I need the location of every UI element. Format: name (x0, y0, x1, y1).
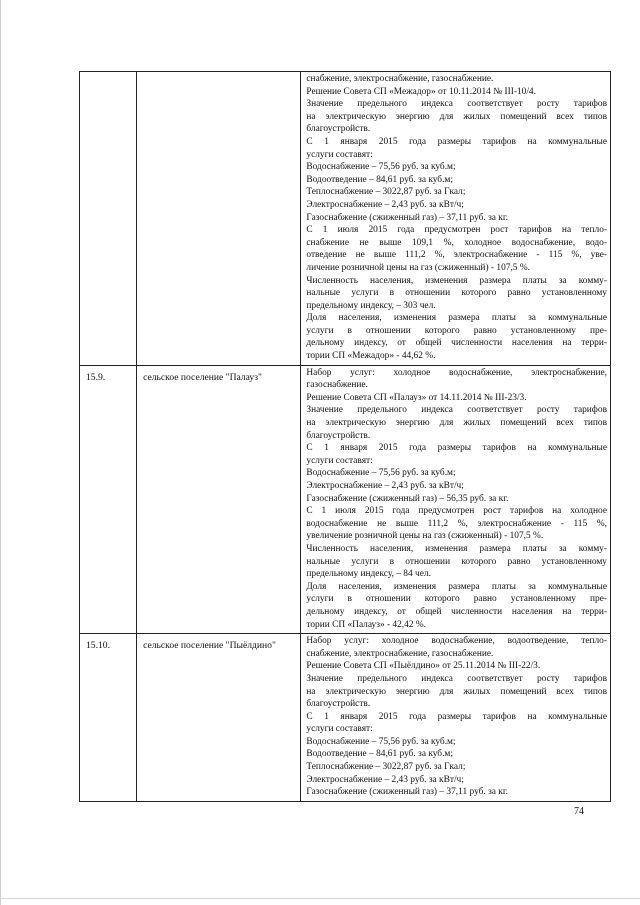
table-row (80, 365, 611, 633)
description-line: снабжение, электроснабжение, газоснабжение. (306, 74, 494, 84)
description-line: услуги составят: (306, 149, 373, 160)
description-line: Газоснабжение (сжиженный газ) – 56,35 руб. за кг. (306, 493, 509, 504)
description-line: водоснабжение не выше 111,2 %, электроснабжение - 115 %, (306, 518, 607, 529)
description-line: Газоснабжение (сжиженный газ) – 37,11 руб. за кг. (306, 212, 508, 223)
description-line: Водоотведение – 84,61 руб. за куб.м; (306, 174, 453, 185)
description-line: на электрическую энергию для жилых помещений всех типов (306, 686, 607, 697)
description-line: Доля населения, изменения размера платы за коммунальные (306, 581, 607, 592)
description-line: Численность населения, изменения размера платы за комму- (306, 275, 607, 286)
description-line: Решение Совета СП «Межадор» от 10.11.2014 № III-10/4. (306, 86, 536, 97)
page-number: 74 (574, 806, 584, 817)
description-line: Значение предельного индекса соответствует росту тарифов (306, 99, 607, 110)
description-line: Теплоснабжение – 3022,87 руб. за Гкал; (306, 762, 466, 773)
settlement-name (137, 72, 301, 366)
description-line: Водоотведение – 84,61 руб. за куб.м; (306, 749, 453, 760)
scan-bottom-edge (0, 898, 640, 899)
description-line: Решение Совета СП «Пыёлдино» от 25.11.2014 № III-22/3. (306, 661, 541, 672)
row-number: 15.10. (80, 634, 137, 802)
description-line: снабжение, электроснабжение, газоснабжение. (306, 648, 494, 659)
tariff-table (79, 71, 611, 802)
table-row (80, 634, 611, 802)
description-line: дельному индексу, от общей численности населения на терри- (306, 338, 607, 349)
description-line: Доля населения, изменения размера платы за коммунальные (306, 313, 607, 324)
description-line: дельному индексу, от общей численности населения на терри- (306, 606, 607, 617)
description-line: Водоснабжение – 75,56 руб. за куб.м; (306, 468, 456, 479)
settlement-name: сельское поселение "Палауз" (137, 365, 301, 633)
description-line: Водоснабжение – 75,56 руб. за куб.м; (306, 736, 456, 747)
description-line: услуги составят: (306, 455, 373, 466)
description-line: снабжение не выше 109,1 %, холодное водоснабжение, водо- (306, 237, 607, 248)
description-line: услуги в отношении которого равно установленному пре- (306, 325, 607, 336)
description-line: Решение Совета СП «Палауз» от 14.11.2014 № III-23/3. (306, 392, 527, 403)
settlement-name: сельское поселение "Пыёлдино" (137, 634, 301, 802)
description-line: на электрическую энергию для жилых помещений всех типов (306, 418, 607, 429)
row-number: 15.9. (80, 365, 137, 633)
description-line: Электроснабжение – 2,43 руб. за кВт/ч; (306, 774, 464, 785)
description-line: Набор услуг: холодное водоснабжение, водоотведение, тепло- (306, 636, 607, 647)
description-line: благоустройств. (306, 699, 371, 710)
description-line: тории СП «Межадор» - 44,62 %. (306, 351, 436, 362)
description-line: Значение предельного индекса соответствует росту тарифов (306, 673, 607, 684)
description-line: тории СП «Палауз» - 42,42 %. (306, 619, 427, 630)
description-line: услуги составят: (306, 724, 373, 735)
description-line: предельному индексу, – 84 чел. (306, 569, 431, 580)
description-line: личение розничной цены на газ (сжиженный) - 107,5 %. (306, 262, 530, 273)
description-line: Водоснабжение – 75,56 руб. за куб.м; (306, 162, 456, 173)
description-line: Значение предельного индекса соответствует росту тарифов (306, 405, 607, 416)
description-line: отведение не выше 111,2 %, электроснабжение - 115 %, уве- (306, 250, 607, 261)
tariff-description (301, 72, 611, 366)
description-line: Набор услуг: холодное водоснабжение, электроснабжение, (306, 367, 607, 378)
description-line: нальные услуги в отношении которого равно установленному (306, 288, 607, 299)
description-line: благоустройств. (306, 430, 371, 441)
description-line: Электроснабжение – 2,43 руб. за кВт/ч; (306, 199, 464, 210)
description-line: Электроснабжение – 2,43 руб. за кВт/ч; (306, 481, 464, 491)
row-number (80, 72, 137, 366)
description-line: Численность населения, изменения размера платы за комму- (306, 543, 607, 554)
description-line: на электрическую энергию для жилых помещений всех типов (306, 111, 607, 122)
table-row (80, 72, 611, 366)
description-line: увеличение розничной цены на газ (сжиженный) - 107,5 %. (306, 531, 544, 542)
description-line: услуги в отношении которого равно установленному пре- (306, 594, 607, 605)
description-line: благоустройств. (306, 124, 371, 135)
description-line: С 1 июля 2015 года предусмотрен рост тарифов на холодное (306, 506, 607, 517)
description-line: С 1 января 2015 года размеры тарифов на коммунальные (306, 711, 607, 722)
description-line: Теплоснабжение – 3022,87 руб. за Гкал; (306, 187, 466, 198)
tariff-description (301, 634, 611, 802)
description-line: С 1 июля 2015 года предусмотрен рост тарифов на тепло- (306, 225, 607, 236)
description-line: нальные услуги в отношении которого равно установленному (306, 556, 607, 567)
tariff-table-body (80, 72, 611, 802)
description-line: С 1 января 2015 года размеры тарифов на коммунальные (306, 136, 607, 147)
description-line: Газоснабжение (сжиженный газ) – 37,11 руб. за кг. (306, 787, 508, 798)
description-line: предельному индексу, – 303 чел. (306, 300, 436, 311)
description-line: газоснабжение. (306, 380, 368, 391)
scan-edge (0, 0, 1, 905)
description-line: С 1 января 2015 года размеры тарифов на коммунальные (306, 443, 607, 454)
tariff-description (301, 365, 611, 633)
